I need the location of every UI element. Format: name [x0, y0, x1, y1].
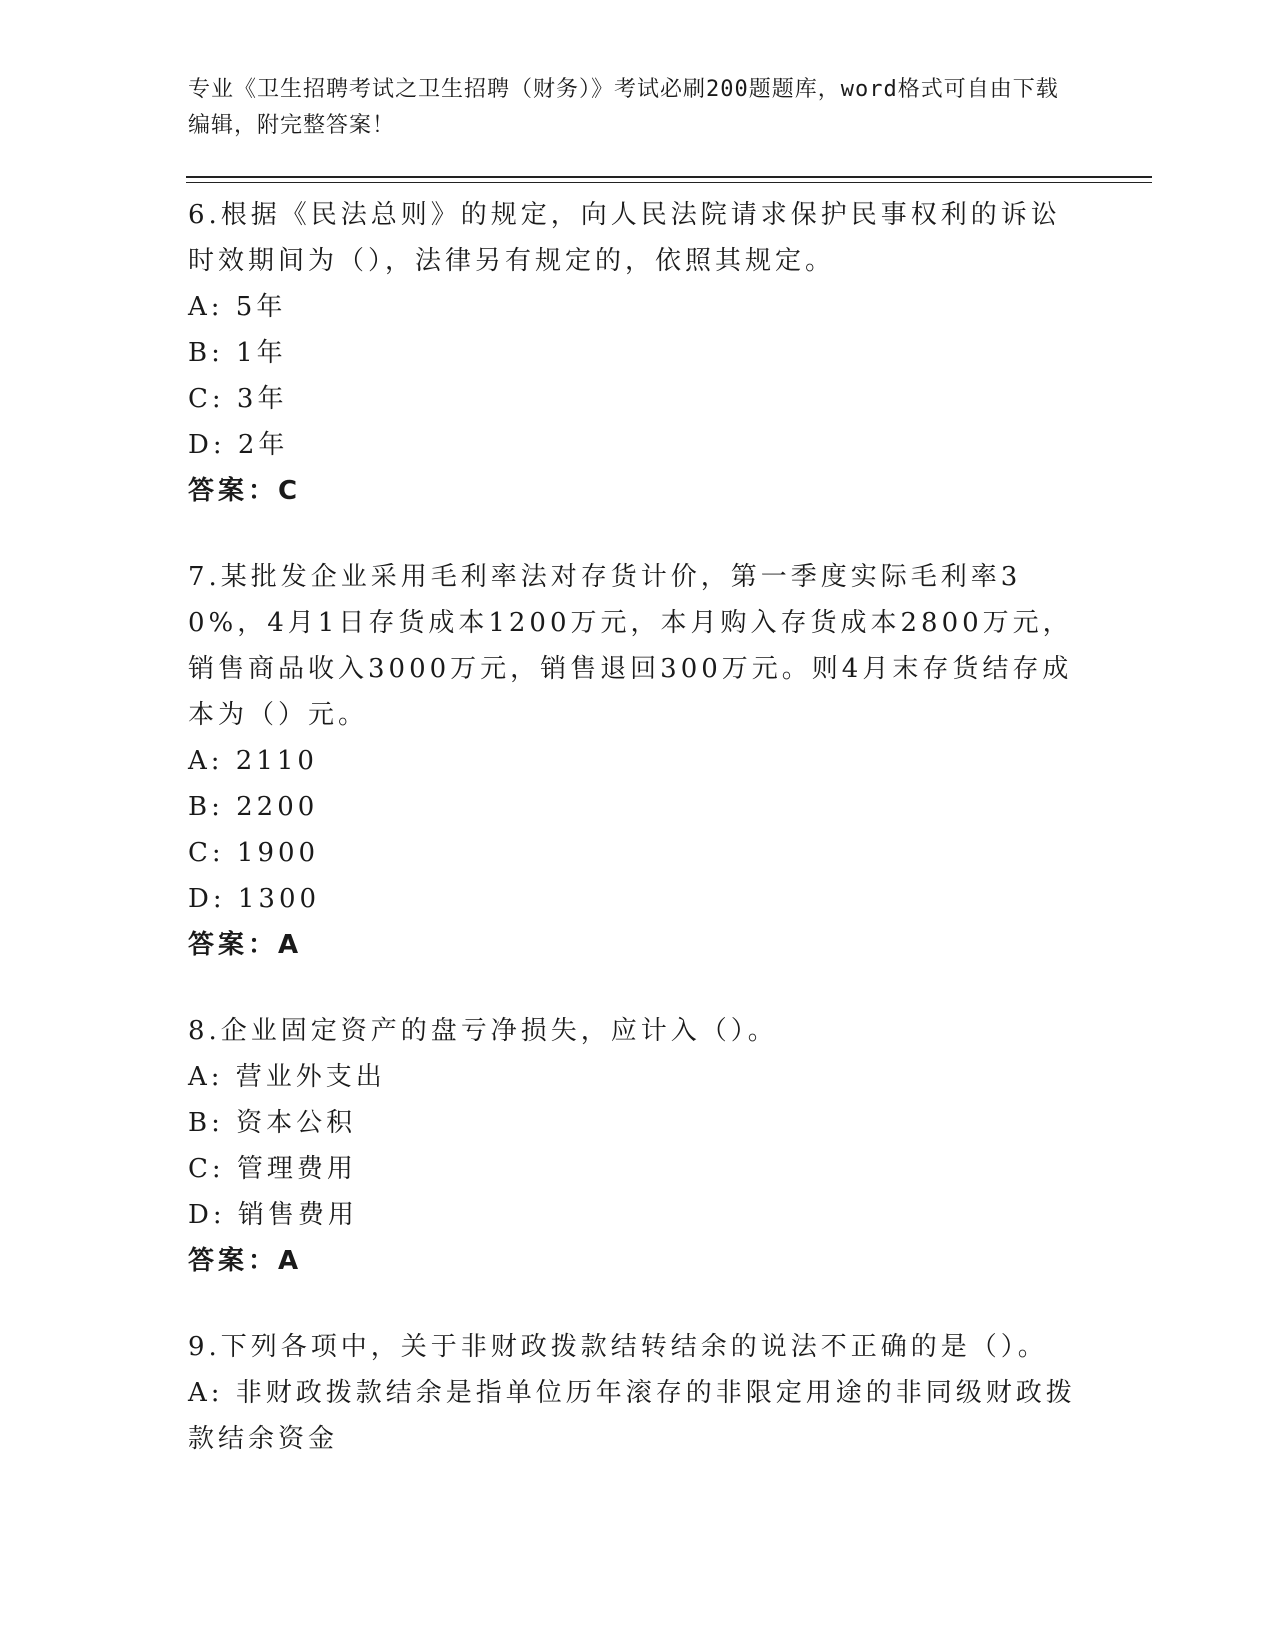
- question-text: 7.某批发企业采用毛利率法对存货计价，第一季度实际毛利率30%，4月1日存货成本1200万元，本月购入存货成本2800万元，销售商品收入3000万元，销售退回300万元。则4月末存货结存成本为（）元。: [188, 562, 1073, 730]
- question-text: 8.企业固定资产的盘亏净损失，应计入（）。: [188, 1016, 778, 1046]
- option-a: A: 2110: [188, 746, 318, 776]
- question-8: [188, 1008, 1088, 1284]
- option-d: D: 销售费用: [188, 1200, 358, 1230]
- question-6: [188, 192, 1088, 514]
- option-c: C: 1900: [188, 838, 320, 868]
- answer-label: 答案：A: [188, 1246, 303, 1276]
- answer-label: 答案：C: [188, 476, 302, 506]
- question-list: [188, 192, 1088, 1502]
- question-text: 9.下列各项中，关于非财政拨款结转结余的说法不正确的是（）。: [188, 1332, 1048, 1362]
- option-c: C: 管理费用: [188, 1154, 357, 1184]
- option-a: A: 非财政拨款结余是指单位历年滚存的非限定用途的非同级财政拨款结余资金: [188, 1378, 1076, 1454]
- question-9: [188, 1324, 1088, 1462]
- option-d: D: 1300: [188, 884, 321, 914]
- option-a: A: 营业外支出: [188, 1062, 386, 1092]
- question-7: [188, 554, 1088, 968]
- header-divider: [186, 176, 1152, 178]
- option-a: A: 5年: [188, 292, 287, 322]
- option-d: D: 2年: [188, 430, 289, 460]
- option-b: B: 资本公积: [188, 1108, 357, 1138]
- header-divider-thin: [186, 182, 1152, 183]
- question-text: 6.根据《民法总则》的规定，向人民法院请求保护民事权利的诉讼时效期间为（），法律另有规定的，依照其规定。: [188, 200, 1061, 276]
- option-b: B: 2200: [188, 792, 319, 822]
- document-header: 专业《卫生招聘考试之卫生招聘（财务）》考试必刷200题题库，word格式可自由下载编辑，附完整答案！: [188, 77, 1059, 138]
- option-c: C: 3年: [188, 384, 288, 414]
- answer-label: 答案：A: [188, 930, 303, 960]
- option-b: B: 1年: [188, 338, 287, 368]
